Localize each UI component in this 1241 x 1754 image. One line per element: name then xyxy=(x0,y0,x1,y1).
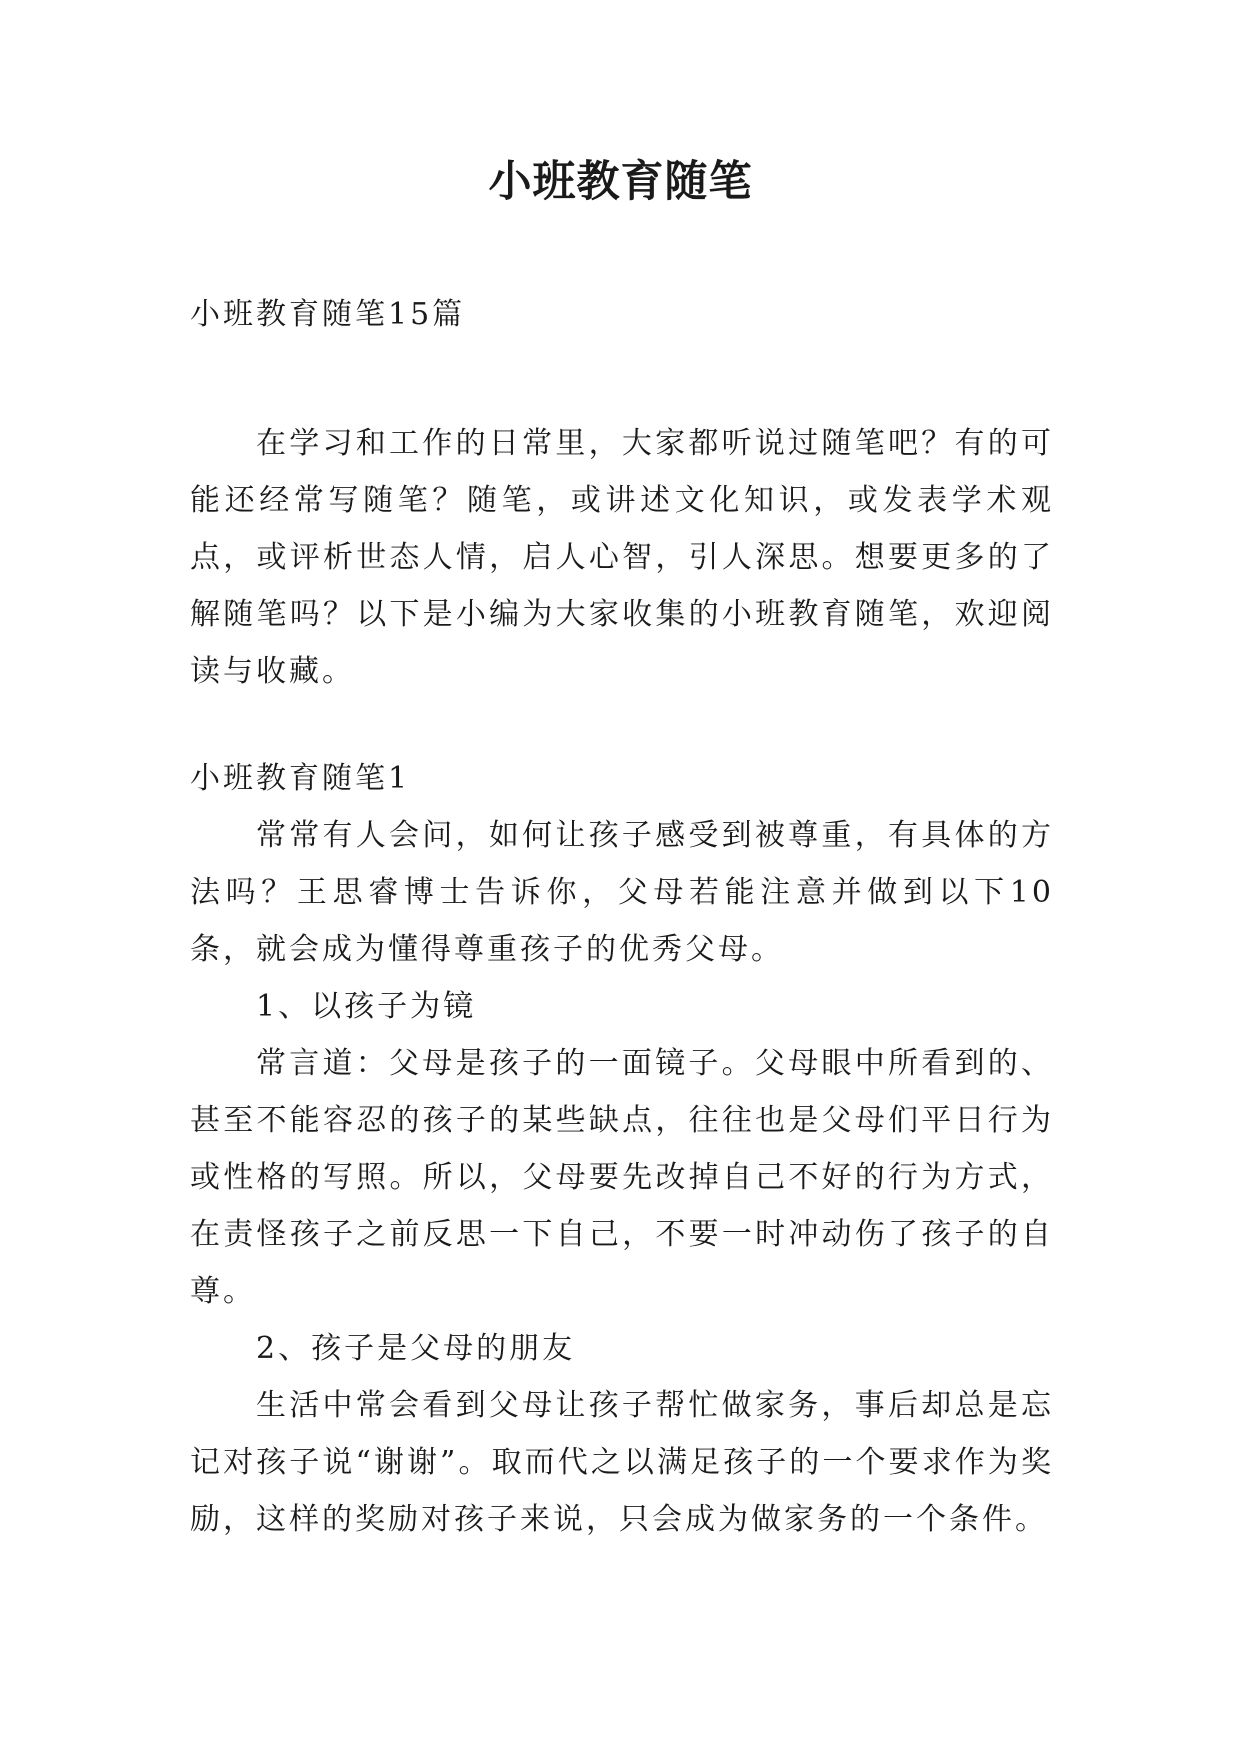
body-paragraph: 常言道：父母是孩子的一面镜子。父母眼中所看到的、甚至不能容忍的孩子的某些缺点，往往也是父母们平日行为或性格的写照。所以，父母要先改掉自己不好的行为方式，在责怪孩子之前反思一下自己，不要一时冲动伤了孩子的自尊。 xyxy=(190,1046,1054,1309)
document-title: 小班教育随笔 xyxy=(488,157,753,207)
document-subtitle: 小班教育随笔15篇 xyxy=(190,297,466,332)
intro-paragraph: 在学习和工作的日常里，大家都听说过随笔吧？有的可能还经常写随笔？随笔，或讲述文化知识，或发表学术观点，或评析世态人情，启人心智，引人深思。想要更多的了解随笔吗？以下是小编为大家收集的小班教育随笔，欢迎阅读与收藏。 xyxy=(190,426,1054,689)
list-heading: 2、孩子是父母的朋友 xyxy=(256,1331,576,1366)
body-paragraph: 生活中常会看到父母让孩子帮忙做家务，事后却总是忘记对孩子说“谢谢”。取而代之以满足孩子的一个要求作为奖励，这样的奖励对孩子来说，只会成为做家务的一个条件。 xyxy=(190,1388,1054,1537)
document-body xyxy=(190,286,1054,1548)
list-heading: 1、以孩子为镜 xyxy=(256,989,477,1024)
body-paragraph: 常常有人会问，如何让孩子感受到被尊重，有具体的方法吗？王思睿博士告诉你，父母若能注意并做到以下10条，就会成为懂得尊重孩子的优秀父母。 xyxy=(190,818,1054,967)
section-heading: 小班教育随笔1 xyxy=(190,761,411,796)
